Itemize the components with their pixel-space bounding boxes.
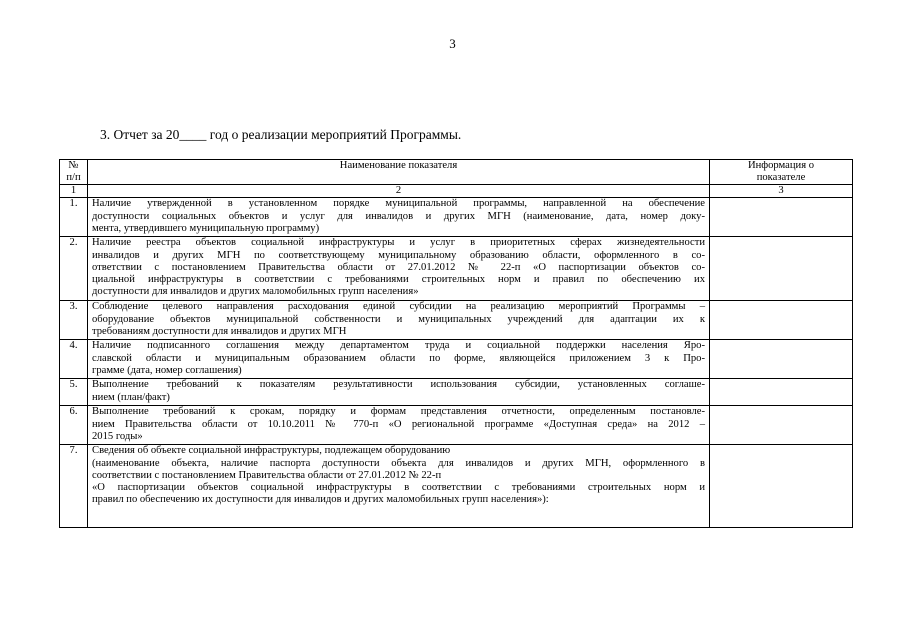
indicator-text-line: (наименование объекта, наличие паспорта доступности объекта для инвалидов и других МГН, оформленного в bbox=[92, 457, 705, 469]
indicator-text-line: грамме (дата, номер соглашения) bbox=[92, 364, 242, 376]
page-number: 3 bbox=[449, 36, 456, 51]
table-row bbox=[60, 301, 853, 340]
indicator-name bbox=[88, 445, 710, 528]
header-indicator-name: Наименование показателя bbox=[88, 160, 710, 185]
indicator-name bbox=[88, 198, 710, 237]
indicator-name bbox=[88, 237, 710, 301]
indicator-text-line: «О паспортизации объектов социальной инфраструктуры в соответствии с требованиями строительных норм и bbox=[92, 482, 705, 494]
row-number: 3. bbox=[60, 301, 88, 340]
report-heading: 3. Отчет за 20____ год о реализации мероприятий Программы. bbox=[100, 127, 462, 142]
indicator-text-line: Соблюдение целевого направления расходования единой субсидии на реализацию мероприятий Программы – bbox=[92, 301, 705, 313]
indicator-info-cell[interactable] bbox=[710, 237, 853, 301]
header-info-line: показателе bbox=[756, 172, 806, 184]
indicator-info-cell[interactable] bbox=[710, 340, 853, 379]
header-number-line: № bbox=[68, 160, 79, 171]
header-number bbox=[60, 160, 88, 185]
indicator-text-line: правил по обеспечению их доступности для инвалидов и других маломобильных групп населения»): bbox=[92, 494, 549, 506]
table-row bbox=[60, 406, 853, 445]
indicator-text-line: славской области и муниципальным образованием области по форме, являющейся приложением 3 к Про- bbox=[92, 352, 705, 364]
indicator-info-cell[interactable] bbox=[710, 198, 853, 237]
header-number-line: п/п bbox=[66, 172, 81, 184]
indicator-text-line: Наличие утвержденной в установленном порядке муниципальной программы, направленной на обеспечение bbox=[92, 198, 705, 210]
indicator-text-line: 2015 годы» bbox=[92, 430, 143, 442]
indicator-text-line: инвалидов и других МГН по соответствующему муниципальному образованию области, оформленного в со- bbox=[92, 249, 705, 261]
indicator-name bbox=[88, 406, 710, 445]
indicator-info-cell[interactable] bbox=[710, 406, 853, 445]
row-number: 4. bbox=[60, 340, 88, 379]
column-number: 2 bbox=[88, 185, 710, 198]
row-number: 5. bbox=[60, 379, 88, 406]
table-row bbox=[60, 198, 853, 237]
indicator-text-line: мента, утвердившего муниципальную программу) bbox=[92, 222, 320, 234]
header-info-line: Информация о bbox=[747, 160, 815, 171]
table-row bbox=[60, 445, 853, 528]
column-number: 1 bbox=[60, 185, 88, 198]
indicator-text-line: доступности социальных объектов и услуг для инвалидов и других МГН (наименование, дата, номер доку- bbox=[92, 210, 705, 222]
row-number: 7. bbox=[60, 445, 88, 528]
row-number: 2. bbox=[60, 237, 88, 301]
indicator-name bbox=[88, 340, 710, 379]
table-header-row bbox=[60, 160, 853, 185]
indicator-text-line: Сведения об объекте социальной инфраструктуры, подлежащем оборудованию bbox=[92, 445, 451, 457]
indicator-name bbox=[88, 379, 710, 406]
indicator-text-line: Наличие реестра объектов социальной инфраструктуры и услуг в приоритетных сферах жизнедеятельности bbox=[92, 237, 705, 249]
indicator-text-line: нием (план/факт) bbox=[92, 391, 170, 403]
column-number: 3 bbox=[710, 185, 853, 198]
indicator-text-line: Выполнение требований к показателям результативности использования субсидии, установленных соглаше- bbox=[92, 379, 705, 391]
indicator-text-line: Наличие подписанного соглашения между департаментом труда и социальной поддержки населения Яро- bbox=[92, 340, 705, 352]
indicator-info-cell[interactable] bbox=[710, 301, 853, 340]
indicator-text-line: циальной инфраструктуры в соответствии с требованиями строительных норм и правил по обеспечению их bbox=[92, 274, 705, 286]
indicator-text-line: требованиям доступности для инвалидов и других МГН bbox=[92, 325, 347, 337]
table-row bbox=[60, 237, 853, 301]
report-table bbox=[59, 159, 853, 528]
row-number: 6. bbox=[60, 406, 88, 445]
indicator-text-line: соответствии с постановлением Правительства области от 27.01.2012 № 22-п bbox=[92, 469, 442, 481]
indicator-info-cell[interactable] bbox=[710, 445, 853, 528]
table-row bbox=[60, 340, 853, 379]
column-number-row bbox=[60, 185, 853, 198]
indicator-text-line: ответствии с постановлением Правительства области от 27.01.2012 № 22-п «О паспортизации объектов со- bbox=[92, 261, 705, 273]
header-indicator-info bbox=[710, 160, 853, 185]
indicator-text-line: нием Правительства области от 10.10.2011 № 770-п «О региональной программе «Доступная среда» на 2012 – bbox=[92, 418, 705, 430]
indicator-text-line: доступности для инвалидов и других маломобильных групп населения» bbox=[92, 286, 419, 298]
indicator-info-cell[interactable] bbox=[710, 379, 853, 406]
table-row bbox=[60, 379, 853, 406]
row-number: 1. bbox=[60, 198, 88, 237]
indicator-text-line: оборудование объектов муниципальной собственности и муниципальных учреждений для адаптации их к bbox=[92, 313, 705, 325]
indicator-name bbox=[88, 301, 710, 340]
indicator-text-line: Выполнение требований к срокам, порядку и формам представления отчетности, определенным постановле- bbox=[92, 406, 705, 418]
